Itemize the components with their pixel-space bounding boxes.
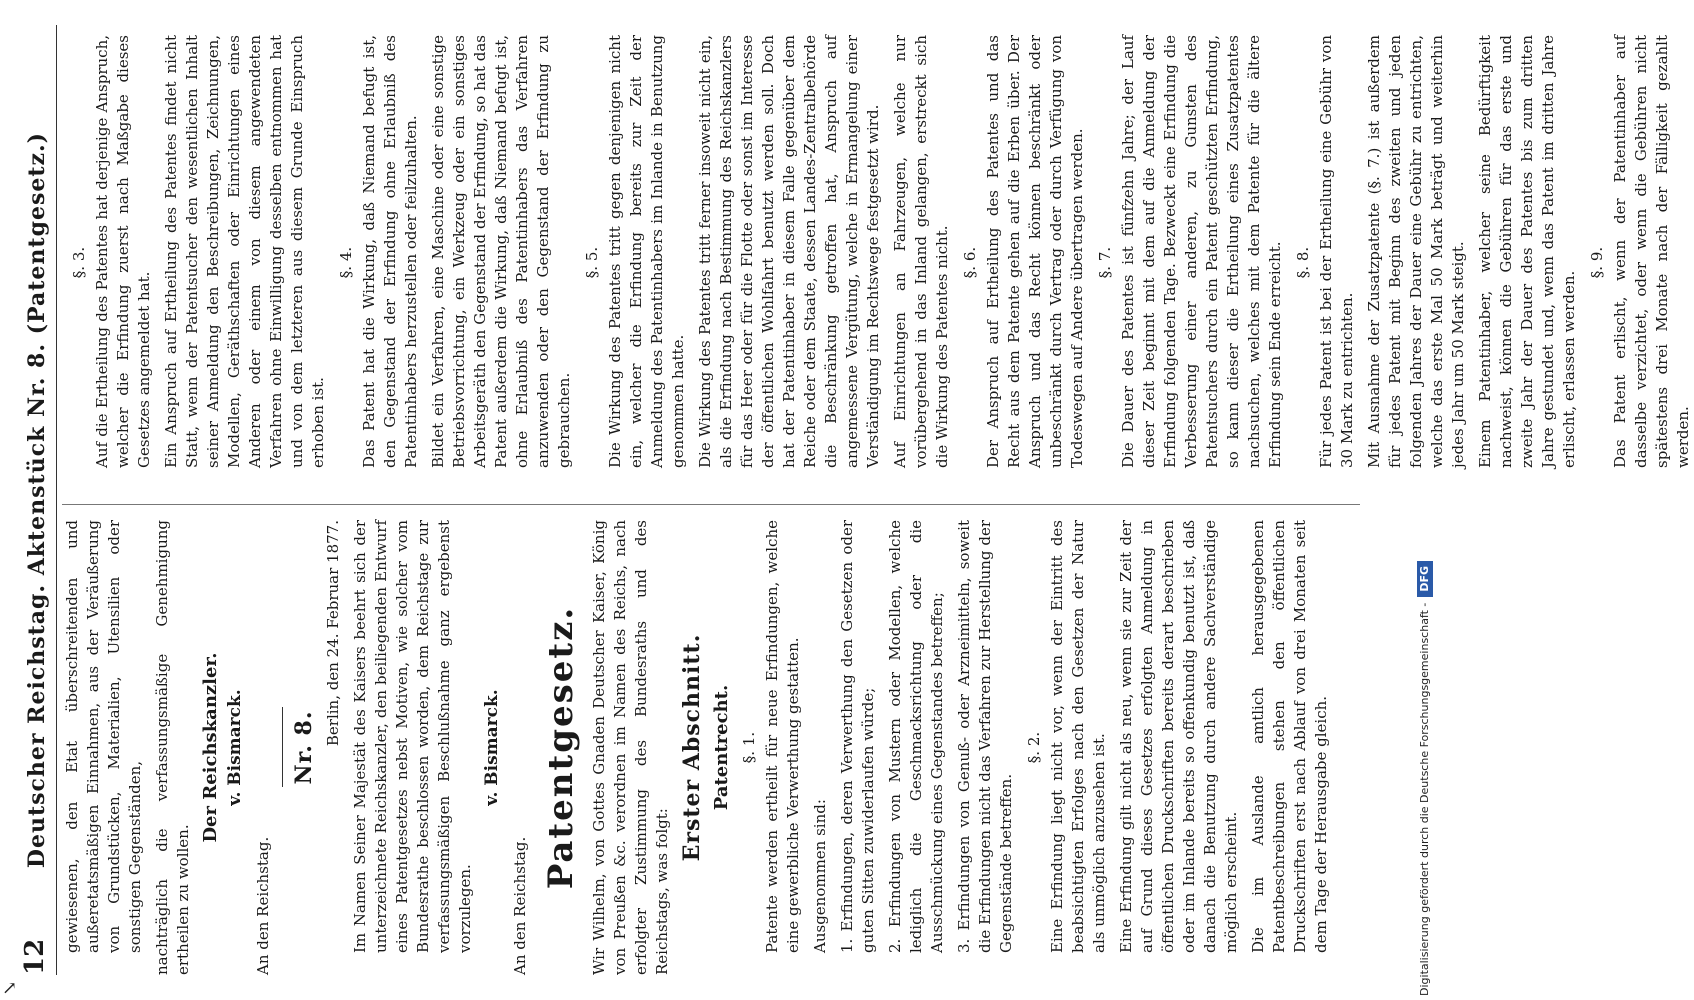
paragraph: Ein Anspruch auf Ertheilung des Patentes findet nicht Statt, wenn der Patentsucher den wesentlichen Inhalt seiner Anmeldung den Beschreibungen, Zeichnungen, Modellen, Geräthschaften oder Einrichtungen eines Anderen oder einem von diesem angewendeten Verfahren ohne Einwilligung desselben entnommen hat und von dem letzteren aus diesem Grunde Einspruch erhoben ist. (162, 35, 327, 468)
paragraph: Eine Erfindung liegt nicht vor, wenn der Eintritt des beabsichtigten Erfolges nach den Gesetzen der Natur als unmöglich anzusehen ist. (1048, 520, 1108, 953)
section-heading: §. 9. (1588, 246, 1606, 279)
list-item: 1. Erfindungen, deren Verwerthung den Gesetzen oder guten Sitten zuwiderlaufen würde; (838, 520, 877, 953)
running-title: Deutscher Reichstag. Aktenstück Nr. 8. (Patentgesetz.) (24, 131, 50, 869)
paragraph: gewiesenen, den Etat überschreitenden und außeretatsmäßigen Einnahmen, aus der Veräußerung von Grundstücken, Materialien, Utensilien oder sonstigen Gegenständen, (63, 520, 144, 953)
page-number: 12 (20, 938, 50, 975)
document-number: Nr. 8. (291, 710, 317, 785)
paragraph: Einem Patentinhaber, welcher seine Bedürftigkeit nachweist, können die Gebühren für das erste und zweite Jahr der Dauer des Patentes bis zum dritten Jahre gestundet und, wenn das Patent im dritten Jahre erlischt, erlassen werden. (1476, 35, 1578, 468)
law-title: Patentgesetz. (541, 605, 581, 890)
section-heading: §. 7. (1096, 246, 1114, 279)
list-item: 3. Erfindungen von Genuß- oder Arzneimitteln, soweit die Erfindungen nicht das Verfahren zur Herstellung der Gegenstände betreffen. (955, 520, 1015, 953)
paragraph: Ausgenommen sind: (811, 799, 829, 953)
paragraph: Eine Erfindung gilt nicht als neu, wenn sie zur Zeit der auf Grund dieses Gesetzes erfolgten Anmeldung in öffentlichen Druckschriften bereits derart beschrieben oder im Inlande bereits so offenkundig benutzt ist, daß danach die Benutzung durch andere Sachverständige möglich erscheint. (1117, 520, 1240, 953)
paragraph: Auf die Ertheilung des Patentes hat derjenige Anspruch, welcher die Erfindung zuerst nach Maßgabe dieses Gesetzes angemeldet hat. (93, 35, 153, 468)
corner-arrow-icon: ↗ (2, 978, 18, 999)
paragraph: Bildet ein Verfahren, eine Maschine oder eine sonstige Betriebsvorrichtung, ein Werkzeug oder ein sonstiges Arbeitsgeräth den Gegenstand der Erfindung, so hat das Patent außerdem die Wirkung, daß Niemand befugt ist, ohne Erlaubniß des Patentinhabers das Verfahren anzuwenden oder den Gegenstand der Erfindung zu gebrauchen. (429, 35, 573, 468)
paragraph: nachträglich die verfassungsmäßige Genehmigung ertheilen zu wollen. (153, 520, 192, 975)
part-title: Erster Abschnitt. (679, 633, 705, 862)
intro-paragraph: Im Namen Seiner Majestät des Kaisers beehrt sich der unterzeichnete Reichskanzler, den beiliegenden Entwurf eines Patentgesetzes nebst Motiven, wie solcher vom Bundesrathe beschlossen worden, dem Reichstage zur verfassungsmäßigen Beschlußnahme ganz ergebenst vorzulegen. (351, 520, 474, 953)
left-column (62, 520, 1360, 975)
paragraph: Die Dauer des Patentes ist fünfzehn Jahre; der Lauf dieser Zeit beginnt mit dem auf die Anmeldung der Erfindung folgenden Tage. Bezweckt eine Erfindung die Verbesserung einer anderen, zu Gunsten des Patentsuchers durch ein Patent geschützten Erfindung, so kann dieser die Ertheilung eines Zusatzpatentes nachsuchen, welches mit dem Patente für die ältere Erfindung sein Ende erreicht. (1119, 35, 1284, 468)
part-subtitle: Patentrecht. (711, 684, 732, 811)
signoff-title: Der Reichskanzler. (200, 652, 221, 843)
section-heading: §. 2. (1025, 731, 1043, 764)
paragraph: Die im Auslande amtlich herausgegebenen Patentbeschreibungen stehen den öffentlichen Druckschriften erst nach Ablauf von drei Monaten seit dem Tage der Herausgabe gleich. (1249, 520, 1330, 953)
section-heading: §. 6. (961, 246, 979, 279)
section-heading: §. 8. (1294, 246, 1312, 279)
paragraph: Der Anspruch auf Ertheilung des Patentes und das Recht aus dem Patente gehen auf die Erben über. Der Anspruch und das Recht können beschränkt oder unbeschränkt durch Vertrag oder durch Verfügung von Todeswegen auf Andere übertragen werden. (984, 35, 1086, 468)
paragraph: Die Wirkung des Patentes tritt gegen denjenigen nicht ein, welcher die Erfindung bereits zur Zeit der Anmeldung des Patentinhabers im Inlande in Benutzung genommen hatte. (606, 35, 687, 468)
signature: v. Bismarck. (225, 689, 245, 806)
section-heading: §. 5. (583, 246, 601, 279)
paragraph: Das Patent erlischt, wenn der Patentinhaber auf dasselbe verzichtet, oder wenn die Gebühren nicht spätestens drei Monate nach der Fälligkeit gezahlt werden. (1611, 35, 1692, 468)
column-divider (62, 504, 1360, 505)
signature: v. Bismarck. (482, 689, 502, 806)
right-column (62, 35, 1692, 490)
paragraph: Mit Ausnahme der Zusatzpatente (§. 7.) ist außerdem für jedes Patent mit Beginn des zweiten und jeden folgenden Jahres der Dauer eine Gebühr zu entrichten, welche das erste Mal 50 Mark beträgt und weiterhin jedes Jahr um 50 Mark steigt. (1365, 35, 1467, 468)
section-heading: §. 4. (337, 246, 355, 279)
dfg-logo: DFG (1417, 561, 1433, 597)
digitization-credit (1412, 0, 1432, 1000)
page-header (18, 25, 57, 975)
addressee: An den Reichstag. (511, 836, 529, 975)
divider-rule (282, 708, 283, 788)
credit-text: Digitalisierung gefördert durch die Deutsche Forschungsgemeinschaft - (1418, 602, 1431, 996)
paragraph: Für jedes Patent ist bei der Ertheilung eine Gebühr von 30 Mark zu entrichten. (1317, 35, 1356, 468)
section-heading: §. 3. (70, 246, 88, 279)
date-line: Berlin, den 24. Februar 1877. (324, 520, 342, 747)
list-item: 2. Erfindungen von Mustern oder Modellen, welche lediglich die Geschmacksrichtung oder die Ausschmückung eines Gegenstandes betreffen; (886, 520, 946, 953)
addressee: An den Reichstag. (254, 836, 272, 975)
paragraph: Die Wirkung des Patentes tritt ferner insoweit nicht ein, als die Erfindung nach Bestimmung des Reichskanzlers für das Heer oder für die Flotte oder sonst im Interesse der öffentlichen Wohlfahrt benutzt werden soll. Doch hat der Patentinhaber in diesem Falle gegenüber dem Reiche oder dem Staate, dessen Landes-Zentralbehörde die Beschränkung getroffen hat, Anspruch auf angemessene Vergütung, welche in Ermangelung einer Verständigung im Rechtswege festgesetzt wird. (696, 35, 882, 468)
section-heading: §. 1. (740, 731, 758, 764)
paragraph: Das Patent hat die Wirkung, daß Niemand befugt ist, den Gegenstand der Erfindung ohne Erlaubniß des Patentinhabers herzustellen oder feilzuhalten. (360, 35, 420, 468)
paragraph: Auf Einrichtungen an Fahrzeugen, welche nur vorübergehend in das Inland gelangen, erstreckt sich die Wirkung des Patentes nicht. (891, 35, 951, 468)
paragraph: Patente werden ertheilt für neue Erfindungen, welche eine gewerbliche Verwerthung gestatten. (763, 520, 802, 953)
preamble: Wir Wilhelm, von Gottes Gnaden Deutscher Kaiser, König von Preußen &c. verordnen im Namen des Reichs, nach erfolgter Zustimmung des Bundesraths und des Reichstags, was folgt: (590, 520, 671, 975)
